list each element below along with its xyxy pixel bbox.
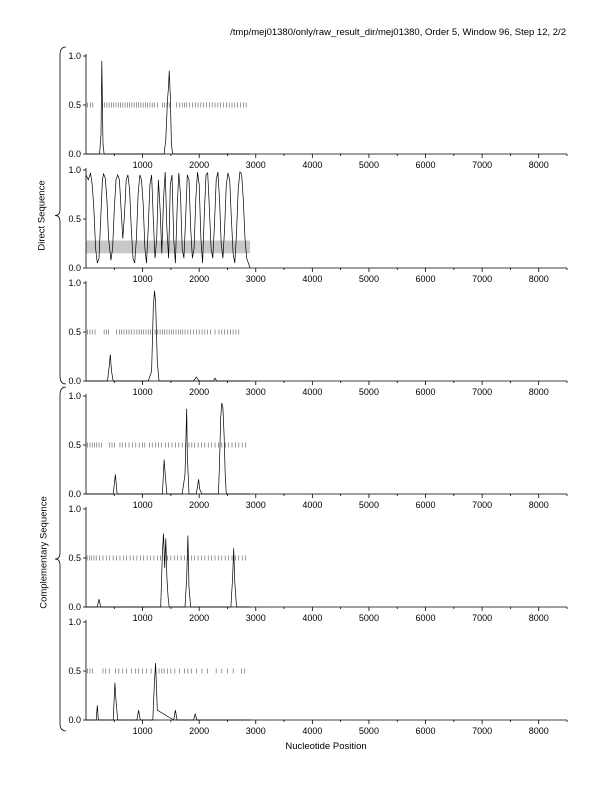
x-tick-label: 4000 — [302, 274, 323, 284]
series-line — [86, 172, 250, 268]
x-tick-label: 6000 — [415, 500, 436, 510]
y-tick-label: 0.5 — [68, 214, 81, 224]
x-tick-label: 3000 — [245, 160, 266, 170]
x-tick-label: 1000 — [132, 387, 153, 397]
x-tick-label: 7000 — [472, 387, 493, 397]
x-tick-label: 8000 — [528, 160, 549, 170]
x-tick-label: 5000 — [358, 274, 379, 284]
series-line — [86, 534, 250, 608]
y-tick-label: 1.0 — [68, 51, 81, 61]
x-tick-label: 4000 — [302, 613, 323, 623]
y-tick-label: 0.0 — [68, 489, 81, 499]
x-tick-label: 7000 — [472, 274, 493, 284]
y-tick-label: 0.0 — [68, 149, 81, 159]
y-tick-label: 0.0 — [68, 715, 81, 725]
x-tick-label: 3000 — [245, 387, 266, 397]
series-line — [86, 663, 250, 720]
y-tick-label: 0.5 — [68, 440, 81, 450]
x-tick-label: 7000 — [472, 500, 493, 510]
x-tick-label: 3000 — [245, 274, 266, 284]
x-tick-label: 4000 — [302, 387, 323, 397]
x-tick-label: 3000 — [245, 726, 266, 736]
x-tick-label: 2000 — [189, 274, 210, 284]
x-tick-label: 7000 — [472, 160, 493, 170]
x-tick-label: 2000 — [189, 726, 210, 736]
y-tick-label: 1.0 — [68, 278, 81, 288]
x-tick-label: 6000 — [415, 274, 436, 284]
x-tick-label: 1000 — [132, 274, 153, 284]
x-tick-label: 5000 — [358, 726, 379, 736]
x-tick-label: 5000 — [358, 160, 379, 170]
x-tick-label: 5000 — [358, 387, 379, 397]
y-tick-label: 1.0 — [68, 504, 81, 514]
x-tick-label: 8000 — [528, 274, 549, 284]
x-tick-label: 3000 — [245, 613, 266, 623]
x-tick-label: 2000 — [189, 500, 210, 510]
x-tick-label: 6000 — [415, 613, 436, 623]
x-tick-label: 1000 — [132, 613, 153, 623]
x-tick-label: 7000 — [472, 613, 493, 623]
x-tick-label: 8000 — [528, 500, 549, 510]
x-tick-label: 1000 — [132, 500, 153, 510]
x-tick-label: 3000 — [245, 500, 266, 510]
y-tick-label: 1.0 — [68, 617, 81, 627]
x-tick-label: 6000 — [415, 160, 436, 170]
y-tick-label: 0.5 — [68, 553, 81, 563]
x-tick-label: 4000 — [302, 500, 323, 510]
complementary-group-brace — [55, 387, 66, 731]
x-tick-label: 2000 — [189, 613, 210, 623]
series-line — [86, 403, 250, 494]
x-tick-label: 7000 — [472, 726, 493, 736]
y-tick-label: 1.0 — [68, 391, 81, 401]
x-tick-label: 5000 — [358, 613, 379, 623]
direct-group-brace — [55, 47, 66, 384]
x-axis-label: Nucleotide Position — [285, 741, 367, 752]
x-tick-label: 6000 — [415, 387, 436, 397]
y-tick-label: 0.5 — [68, 100, 81, 110]
x-tick-label: 2000 — [189, 160, 210, 170]
x-tick-label: 1000 — [132, 160, 153, 170]
x-tick-label: 4000 — [302, 160, 323, 170]
x-tick-label: 8000 — [528, 726, 549, 736]
plot-title: /tmp/mej01380/only/raw_result_dir/mej01380, Order 5, Window 96, Step 12, 2/2 — [230, 27, 566, 38]
complementary-sequence-label: Complementary Sequence — [38, 496, 50, 609]
series-line — [86, 291, 250, 381]
y-tick-label: 1.0 — [68, 165, 81, 175]
y-tick-label: 0.0 — [68, 263, 81, 273]
y-tick-label: 0.5 — [68, 327, 81, 337]
x-tick-label: 8000 — [528, 613, 549, 623]
x-tick-label: 8000 — [528, 387, 549, 397]
y-tick-label: 0.5 — [68, 666, 81, 676]
y-tick-label: 0.0 — [68, 602, 81, 612]
series-line — [86, 61, 250, 154]
x-tick-label: 2000 — [189, 387, 210, 397]
x-tick-label: 5000 — [358, 500, 379, 510]
x-tick-label: 4000 — [302, 726, 323, 736]
x-tick-label: 1000 — [132, 726, 153, 736]
x-tick-label: 6000 — [415, 726, 436, 736]
direct-sequence-label: Direct Sequence — [36, 180, 48, 251]
y-tick-label: 0.0 — [68, 376, 81, 386]
